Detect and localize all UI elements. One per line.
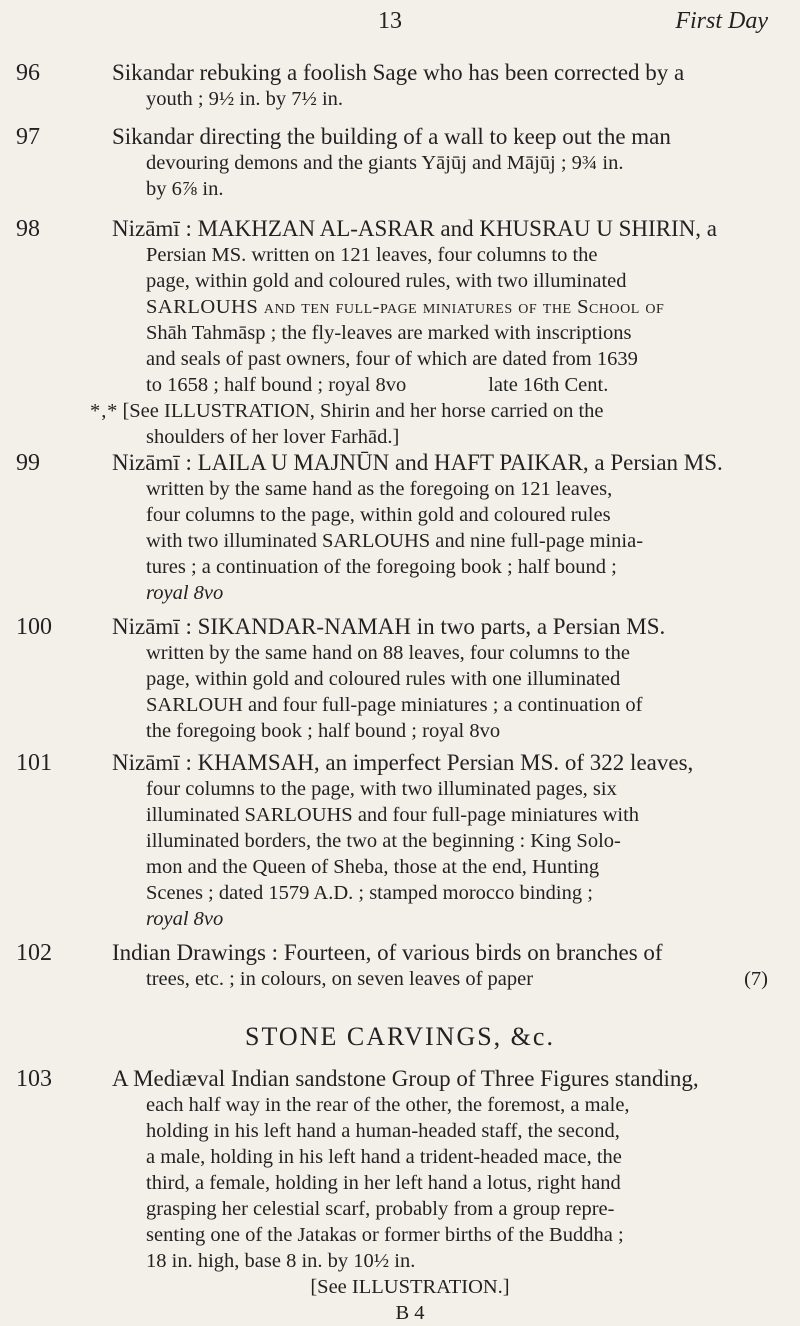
text-line: Nizāmī : MAKHZAN AL-ASRAR and KHUSRAU U SHIRIN, a bbox=[112, 216, 718, 241]
text-line: shoulders of her lover Farhād.] bbox=[146, 426, 400, 448]
text-line: four columns to the page, within gold and coloured rules bbox=[146, 504, 611, 526]
lot-description bbox=[112, 750, 768, 932]
text-line: page, within gold and coloured rules, with two illuminated bbox=[146, 270, 627, 292]
lot-description bbox=[112, 450, 768, 606]
lot-description bbox=[90, 216, 768, 450]
text-line: and seals of past owners, four of which are dated from 1639 bbox=[146, 348, 638, 370]
text-line: each half way in the rear of the other, the foremost, a male, bbox=[146, 1094, 630, 1116]
text-line: trees, etc. ; in colours, on seven leaves of paper bbox=[146, 968, 534, 990]
text-line: four columns to the page, with two illuminated pages, six bbox=[146, 778, 617, 800]
text-line: by 6⅞ in. bbox=[146, 178, 224, 200]
text-line: Sikandar rebuking a foolish Sage who has been corrected by a bbox=[112, 60, 685, 85]
signature-mark: B 4 bbox=[395, 1302, 425, 1324]
text-line: Persian MS. written on 121 leaves, four columns to the bbox=[146, 244, 598, 266]
text-line: a male, holding in his left hand a trident-headed mace, the bbox=[146, 1146, 622, 1168]
text-line: written by the same hand as the foregoing on 121 leaves, bbox=[146, 478, 613, 500]
lot-description bbox=[112, 940, 768, 992]
text-line: holding in his left hand a human-headed staff, the second, bbox=[146, 1120, 620, 1142]
text-line: 18 in. high, base 8 in. by 10½ in. bbox=[146, 1250, 416, 1272]
text-line: Indian Drawings : Fourteen, of various birds on branches of bbox=[112, 940, 663, 965]
lot-description bbox=[112, 60, 768, 112]
text-line: grasping her celestial scarf, probably from a group repre- bbox=[146, 1198, 615, 1220]
text-line: tures ; a continuation of the foregoing book ; half bound ; bbox=[146, 556, 617, 578]
lot-number: 100 bbox=[16, 614, 52, 640]
text-line: third, a female, holding in her left hand a lotus, right hand bbox=[146, 1172, 621, 1194]
lot-quantity: (7) bbox=[744, 968, 768, 990]
text-line: youth ; 9½ in. by 7½ in. bbox=[146, 88, 344, 110]
text-line: Nizāmī : LAILA U MAJNŪN and HAFT PAIKAR, a Persian MS. bbox=[112, 450, 723, 475]
text-line: with two illuminated SARLOUHS and nine full-page minia- bbox=[146, 530, 644, 552]
text-line: Nizāmī : KHAMSAH, an imperfect Persian MS. of 322 leaves, bbox=[112, 750, 694, 775]
lot-number: 96 bbox=[16, 60, 40, 86]
text-line: SARLOUHS and ten full-page miniatures of the School of bbox=[146, 296, 665, 318]
text-line: illuminated borders, the two at the beginning : King Solo- bbox=[146, 830, 621, 852]
text-line: page, within gold and coloured rules with one illuminated bbox=[146, 668, 621, 690]
text-line: illuminated SARLOUHS and four full-page miniatures with bbox=[146, 804, 640, 826]
text-line-with-quantity bbox=[112, 966, 768, 992]
text-line: Sikandar directing the building of a wall to keep out the man bbox=[112, 124, 671, 149]
text-line: Nizāmī : SIKANDAR-NAMAH in two parts, a Persian MS. bbox=[112, 614, 666, 639]
illustration-note: [See ILLUSTRATION.] bbox=[310, 1276, 510, 1298]
page-number: 13 bbox=[378, 8, 402, 34]
lot-number: 103 bbox=[16, 1066, 52, 1092]
text-line: A Mediæval Indian sandstone Group of Three Figures standing, bbox=[112, 1066, 699, 1091]
lot-number: 97 bbox=[16, 124, 40, 150]
lot-number: 99 bbox=[16, 450, 40, 476]
lot-number: 101 bbox=[16, 750, 52, 776]
text-line: Shāh Tahmāsp ; the fly-leaves are marked with inscriptions bbox=[146, 322, 632, 344]
text-line: mon and the Queen of Sheba, those at the end, Hunting bbox=[146, 856, 600, 878]
text-line: the foregoing book ; half bound ; royal 8vo bbox=[146, 720, 501, 742]
section-heading: STONE CARVINGS, &c. bbox=[245, 1022, 555, 1051]
running-head: First Day bbox=[675, 8, 768, 34]
lot-description bbox=[112, 614, 768, 744]
text-line: SARLOUH and four full-page miniatures ; a continuation of bbox=[146, 694, 643, 716]
page-header bbox=[0, 8, 800, 38]
text-line: *‚* [See ILLUSTRATION, Shirin and her horse carried on the bbox=[90, 400, 604, 422]
lot-number: 102 bbox=[16, 940, 52, 966]
text-line: royal 8vo bbox=[146, 908, 224, 930]
text-line: devouring demons and the giants Yājūj and Mājūj ; 9¾ in. bbox=[146, 152, 624, 174]
lot-description bbox=[112, 124, 768, 202]
text-line: royal 8vo bbox=[146, 582, 224, 604]
text-line: written by the same hand on 88 leaves, four columns to the bbox=[146, 642, 630, 664]
text-line: to 1658 ; half bound ; royal 8vo late 16th Cent. bbox=[146, 374, 609, 396]
text-line: Scenes ; dated 1579 A.D. ; stamped morocco binding ; bbox=[146, 882, 593, 904]
text-line: senting one of the Jatakas or former births of the Buddha ; bbox=[146, 1224, 624, 1246]
lot-description bbox=[112, 1066, 768, 1326]
lot-number: 98 bbox=[16, 216, 40, 242]
